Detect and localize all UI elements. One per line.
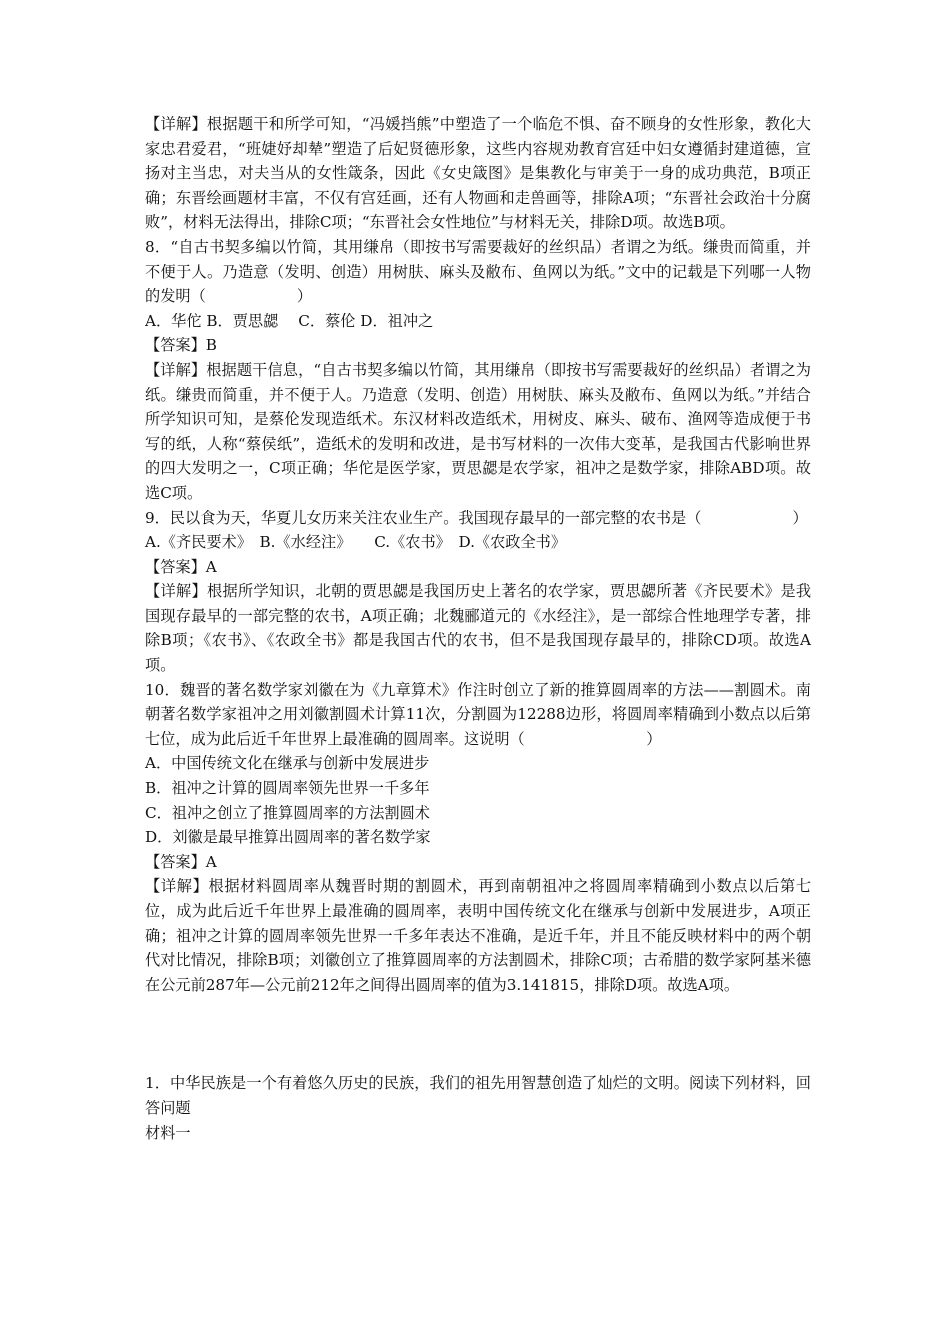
q9-stem: 9．民以食为天，华夏儿女历来关注农业生产。我国现存最早的一部完整的农书是（ ） (145, 508, 808, 527)
part2-q1-material-label: 材料一 (145, 1123, 191, 1142)
document-body (145, 112, 811, 1145)
q8-options: A．华佗 B．贾思勰 C．蔡伦 D．祖冲之 (145, 311, 434, 330)
q9-explanation: 【详解】根据所学知识，北朝的贾思勰是我国历史上著名的农学家，贾思勰所著《齐民要术》是我国现存最早的一部完整的农书，A项正确；北魏郦道元的《水经注》，是一部综合性地理学专著，排除B项；《农书》、《农政全书》都是我国古代的农书，但不是我国现存最早的，排除CD项。故选A项。 (145, 582, 811, 675)
q9-options: A.《齐民要术》 B.《水经注》 C.《农书》 D.《农政全书》 (145, 533, 567, 552)
q10-option-d: D．刘徽是最早推算出圆周率的著名数学家 (145, 828, 431, 847)
q8-stem: 8．“自古书契多编以竹简，其用缣帛（即按书写需要裁好的丝织品）者谓之为纸。缣贵而简重，并不便于人。乃造意（发明、创造）用树肤、麻头及敝布、鱼网以为纸。”文中的记载是下列哪一人物的发明（ ） (145, 237, 811, 306)
q10-option-b: B．祖冲之计算的圆周率领先世界一千多年 (145, 779, 430, 798)
part2-q1-stem: 1．中华民族是一个有着悠久历史的民族，我们的祖先用智慧创造了灿烂的文明。阅读下列材料，回答问题 (145, 1074, 811, 1117)
q10-explanation: 【详解】根据材料圆周率从魏晋时期的割圆术，再到南朝祖冲之将圆周率精确到小数点以后第七位，成为此后近千年世界上最准确的圆周率，表明中国传统文化在继承与创新中发展进步，A项正确；祖冲之计算的圆周率领先世界一千多年表达不准确，是近千年，并且不能反映材料中的两个朝代对比情况，排除B项；刘徽创立了推算圆周率的方法割圆术，排除C项；古希腊的数学家阿基米德在公元前287年—公元前212年之间得出圆周率的值为3.141815，排除D项。故选A项。 (145, 877, 811, 994)
section-gap (145, 997, 811, 1071)
q8-answer: 【答案】B (145, 336, 217, 355)
q9-answer: 【答案】A (145, 557, 217, 576)
q7-explanation: 【详解】根据题干和所学可知，“冯媛挡熊”中塑造了一个临危不惧、奋不顾身的女性形象，教化大家忠君爱君，“班婕妤却辇”塑造了后妃贤德形象，这些内容规劝教育宫廷中妇女遵循封建道德，宣扬对主当忠，对夫当从的女性箴条，因此《女史箴图》是集教化与审美于一身的成功典范，B项正确；东晋绘画题材丰富，不仅有宫廷画，还有人物画和走兽画等，排除A项；“东晋社会政治十分腐败”，材料无法得出，排除C项；“东晋社会女性地位”与材料无关，排除D项。故选B项。 (145, 115, 811, 232)
q10-stem: 10．魏晋的著名数学家刘徽在为《九章算术》作注时创立了新的推算圆周率的方法——割圆术。南朝著名数学家祖冲之用刘徽割圆术计算11次，分割圆为12288边形，将圆周率精确到小数点以后第七位，成为此后近千年世界上最准确的圆周率。这说明（ ） (145, 680, 811, 748)
q10-option-c: C．祖冲之创立了推算圆周率的方法割圆术 (145, 803, 430, 822)
q8-explanation: 【详解】根据题干信息，“自古书契多编以竹简，其用缣帛（即按书写需要裁好的丝织品）者谓之为纸。缣贵而简重，并不便于人。乃造意（发明、创造）用树肤、麻头及敝布、鱼网以为纸。”并结合所学知识可知，是蔡伦发现造纸术。东汉材料改造纸术，用树皮、麻头、破布、渔网等造成便于书写的纸，人称“蔡侯纸”，造纸术的发明和改进，是书写材料的一次伟大变革，是我国古代影响世界的四大发明之一，C项正确；华佗是医学家，贾思勰是农学家，祖冲之是数学家，排除ABD项。故选C项。 (145, 360, 811, 502)
q10-answer: 【答案】A (145, 852, 217, 871)
q10-option-a: A．中国传统文化在继承与创新中发展进步 (145, 754, 430, 773)
